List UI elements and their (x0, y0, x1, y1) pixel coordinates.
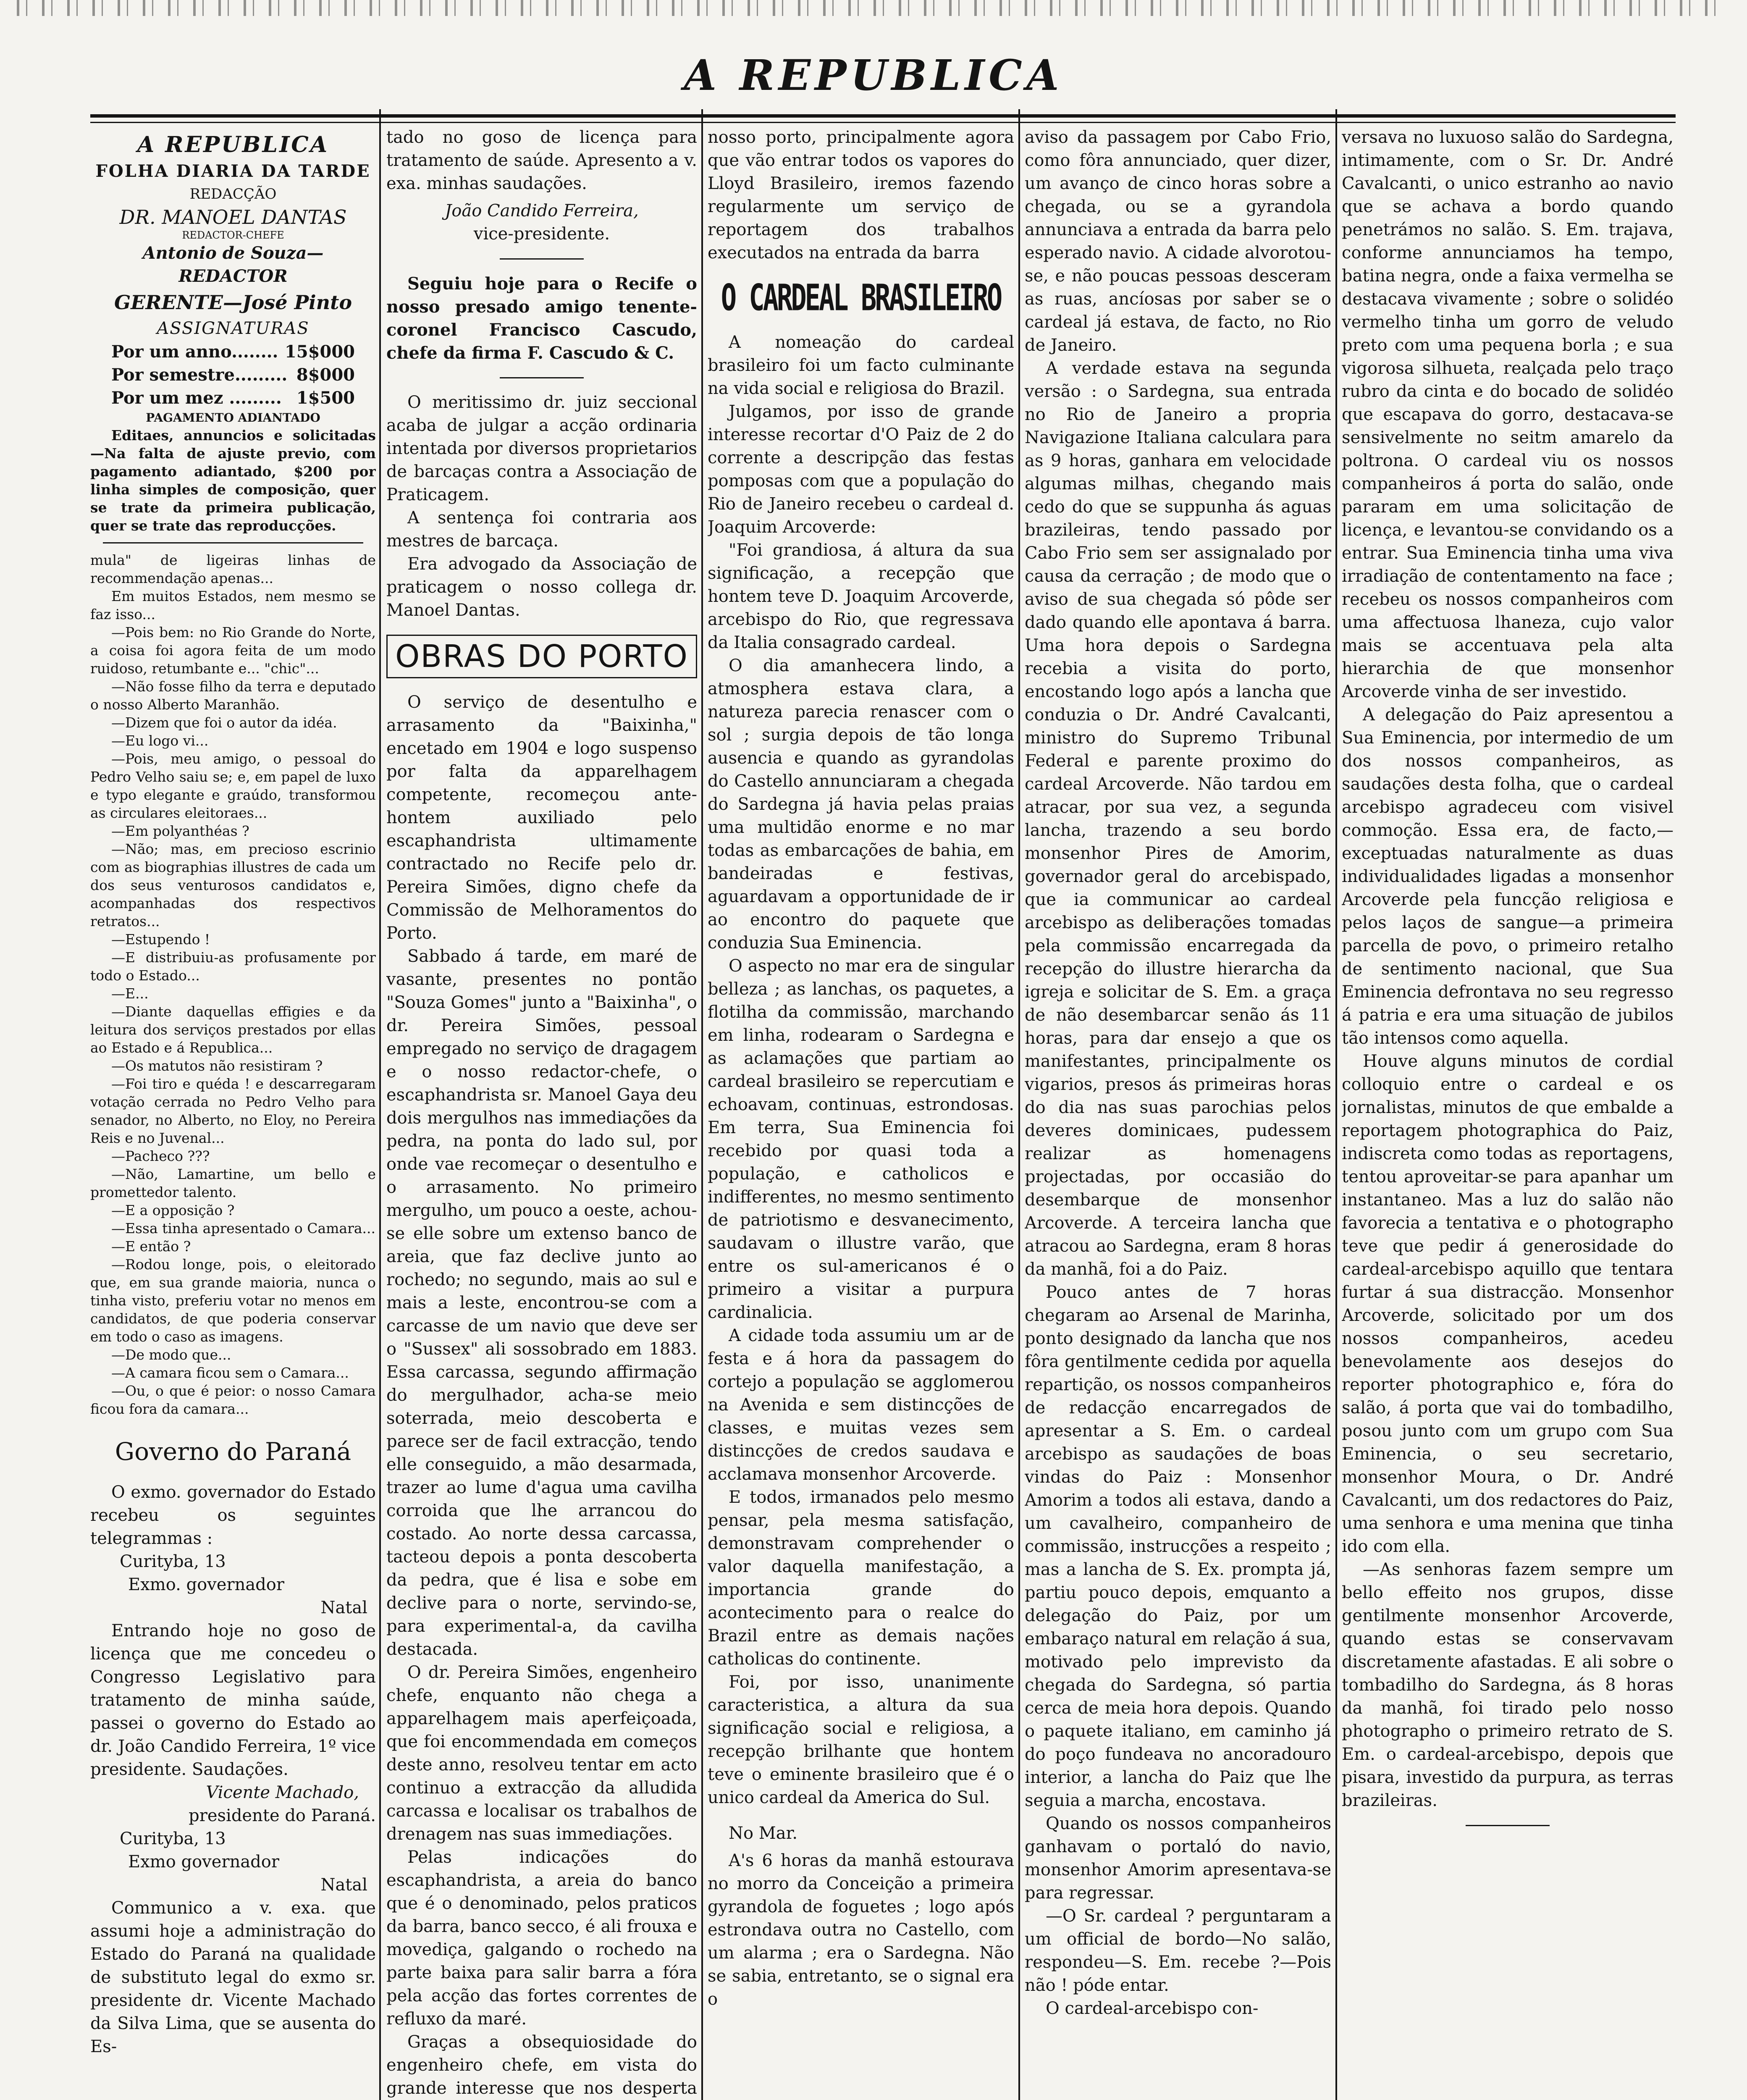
column-2 (386, 126, 697, 2100)
telegram-place: Curityba, 13 (120, 1552, 226, 1571)
price-list (90, 340, 376, 410)
telegram-body: Entrando hoje no goso de licença que me concedeu o Congresso Legislativo para tratamento de minha saúde, passei o governo do Estado ao dr. João Candido Ferreira, 1º vice presidente. Saudações. (90, 1621, 376, 1779)
telegram-signature-role: presidente do Paraná. (189, 1806, 376, 1825)
column-divider (379, 109, 381, 2100)
masthead-rule-thick (90, 114, 1676, 118)
column-divider (1018, 109, 1020, 2100)
masthead (0, 0, 1747, 126)
assignaturas-label: ASSIGNATURAS (157, 319, 310, 338)
telegram-city: Natal (320, 1598, 367, 1617)
news-item: Seguiu hoje para o Recife o nosso presado amigo tenente-coronel Francisco Cascudo, chefe da firma F. Cascudo & C. (386, 274, 697, 363)
article-paragraph: Julgamos, por isso de grande interesse recortar d'O Paiz de 2 do corrente a descripção das festas pomposas com que a população do Rio de Janeiro recebeu o cardeal d. Joaquim Arcoverde: (708, 402, 1014, 537)
imprint-subtitle: FOLHA DIARIA DA TARDE (95, 161, 371, 181)
article-paragraph: O dr. Pereira Simões, engenheiro chefe, enquanto não chega a apparelhagem mais aperfeiçoada, que foi encommendada em começos deste anno, resolveu tentar em acto continuo a extracção da alludida carcassa e localisar os trabalhos de drenagem nas suas immediações. (386, 1663, 697, 1844)
telegram-body: Communico a v. exa. que assumi hoje a administração do Estado do Paraná na qualidade de substituto legal do exmo sr. presidente dr. Vicente Machado da Silva Lima, que se ausenta do Es- (90, 1898, 376, 2056)
article-paragraph: aviso da passagem por Cabo Frio, como fôra annunciado, quer dizer, um avanço de cinco horas sobre a chegada, ou se a gyrandola annunciava a entrada da barra pelo esperado navio. A cidade alvorotou-se, e não poucas pessoas desceram as ruas, ancíosas por saber se o cardeal já estava, de facto, no Rio de Janeiro. (1025, 128, 1331, 355)
telegram-signature: João Candido Ferreira, (445, 201, 639, 220)
editaes-notice: Editaes, annuncios e solicitadas —Na falta de ajuste previo, com pagamento adiantado, $200 por linha simples de composição, quer se trate da primeira publicação, quer se trate das reproducções. (90, 427, 376, 534)
obras-porto-headline: OBRAS DO PORTO (386, 635, 697, 678)
telegram-place: Curityba, 13 (120, 1829, 226, 1848)
end-rule (1466, 1825, 1550, 1826)
article-paragraph: O serviço de desentulho e arrasamento da "Baixinha," encetado em 1904 e logo suspenso por falta da apparelhagem competente, recomeçou ante-hontem auxiliado pelo escaphandrista ultimamente contractado no Recife pelo dr. Pereira Simões, digno chefe da Commissão de Melhoramentos do Porto. (386, 693, 697, 943)
price-row: Por um anno........ 15$000 (111, 342, 355, 362)
price-row: Por um mez ......... 1$500 (111, 388, 355, 408)
article-paragraph: A nomeação do cardeal brasileiro foi um facto culminante na vida social e religiosa do Brazil. (708, 333, 1014, 398)
redaccao-label: REDACÇÃO (189, 186, 277, 202)
news-item: Era advogado da Associação de praticagem o nosso collega dr. Manoel Dantas. (386, 554, 697, 620)
cardeal-headline: O CARDEAL BRASILEIRO (721, 276, 1001, 319)
article-paragraph: —As senhoras fazem sempre um bello effeito nos grupos, disse gentilmente monsenhor Arcoverde, quando estas se conservavam discretamente afastadas. E ali sobre o tombadilho do Sardegna, ás 8 horas da manhã, foi tirado pelo nosso photographo o primeiro retrato de S. Em. o cardeal-arcebispo, depois que pisara, investido da purpura, as terras brazileiras. (1342, 1560, 1674, 1810)
article-paragraph: "Foi grandiosa, á altura da sua significação, a recepção que hontem teve D. Joaquim Arcoverde, arcebispo do Rio, que regressava da Italia consagrado cardeal. (708, 541, 1014, 652)
article-paragraph: versava no luxuoso salão do Sardegna, intimamente, com o Sr. Dr. André Cavalcanti, o unico estranho ao navio que se achava a bordo quando penetrámos no salão. S. Em. trajava, conforme annunciamos ha tempo, batina negra, onde a faixa vermelha se destacava vivamente ; sobre o solidéo vermelho tinha um gorro de veludo preto com uma pequena borla ; e sua vigorosa silhueta, realçada pelo traço rubro da cinta e do bocado de solidéo que escapava do gorro, destacava-se sensivelmente no seitm amarelo da poltrona. O cardeal viu os nossos companheiros á porta do salão, onde pararam em uma solicitação de licença, e levantou-se convidando os a entrar. Sua Eminencia tinha uma viva irradiação de contentamento na face ; recebeu os nossos companheiros com uma affectuosa lhaneza, cujo valor mais se accentuava pela alta hierarchia de que monsenhor Arcoverde vinha de ser investido. (1342, 128, 1674, 701)
section-rule (103, 542, 363, 543)
article-paragraph: Graças a obsequiosidade do engenheiro chefe, em vista do grande interesse que nos desperta (386, 2032, 697, 2098)
redactor-chefe-name: DR. MANOEL DANTAS (119, 206, 347, 228)
top-edge-noise (17, 0, 1730, 16)
telegram-signature-role: vice-presidente. (473, 224, 610, 244)
masthead-rule-thin (90, 122, 1676, 123)
parana-headline: Governo do Paraná (115, 1437, 351, 1466)
article-continuation: nosso porto, principalmente agora que vão entrar todos os vapores do Lloyd Brasileiro, iremos fazendo regularmente um serviço de reportagem dos trabalhos executados na entrada da barra (708, 128, 1014, 262)
separator-rule (500, 258, 584, 260)
dialogue-article: mula" de ligeiras linhas de recommendação apenas... Em muitos Estados, nem mesmo se faz isso... —Pois bem: no Rio Grande do Norte, a coisa foi agora feita de um modo ruidoso, retumbante e... "chic"... —Não fosse filho da terra e deputado o nosso Alberto Maranhão. —Dizem que foi o autor da idéa. —Eu logo vi... —Pois, meu amigo, o pessoal do Pedro Velho saiu se; e, em papel de luxo e typo elegante e graúdo, transformou as circulares eleitoraes... —Em polyanthéas ? —Não; mas, em precioso escrinio com as biographias illustres de cada um dos seus venturosos candidatos e, acompanhadas dos respectivos retratos... —Estupendo ! —E distribuiu-as profusamente por todo o Estado... —E... —Diante daquellas effigies e da leitura dos serviços prestados por ellas ao Estado e á Republica... —Os matutos não resistiram ? —Foi tiro e quéda ! e descarregaram votação cerrada no Pedro Velho para senador, no Alberto, no Eloy, no Pereira Reis e no Juvenal... —Pacheco ??? —Não, Lamartine, um bello e promettedor talento. —E a opposição ? —Essa tinha apresentado o Camara... —E então ? —Rodou longe, pois, o eleitorado que, em sua grande maioria, nunca o tinha visto, preferiu votar no menos em candidatos, de que poderia conservar em todo o caso as imagens. —De modo que... —A camara ficou sem o Camara... —Ou, o que é peior: o nosso Camara ficou fora da camara... (90, 552, 376, 1417)
article-paragraph: A delegação do Paiz apresentou a Sua Eminencia, por intermedio de um dos nossos companheiros, as saudações desta folha, que o cardeal arcebispo agradeceu com visivel commoção. Essa era, de facto,—exceptuadas naturalmente as duas individualidades ligadas a monsenhor Arcoverde pela funcção religiosa e pelos laços de sangue—a primeira parcella de povo, o primeiro retalho de sentimento nacional, que Sua Eminencia defrontava no seu regresso á patria e era uma situação de jubilos tão intensos como aquella. (1342, 705, 1674, 1048)
article-paragraph: E todos, irmanados pelo mesmo pensar, pela mesma satisfação, demonstravam comprehender o valor daquella manifestação, a importancia grande do acontecimento para o realce do Brazil entre as demais nações catholicas do continente. (708, 1488, 1014, 1669)
imprint-title: A REPUBLICA (137, 132, 329, 158)
column-divider (701, 109, 703, 2100)
article-paragraph: —O Sr. cardeal ? perguntaram a um official de bordo—No salão, respondeu—S. Em. recebe ?—Pois não ! póde entar. (1025, 1906, 1331, 1995)
article-paragraph: O aspecto no mar era de singular belleza ; as lanchas, os paquetes, a flotilha da commissão, marchando em linha, rodearam o Sardegna e as aclamações que partiam ao cardeal brasileiro se repercutiam e echoavam, continuas, estrondosas. Em terra, Sua Eminencia foi recebido por quasi toda a população, e catholicos e indifferentes, no mesmo sentimento de patriotismo e desvanecimento, saudavam o illustre varão, que entre os sul-americanos é o primeiro a visitar a purpura cardinalicia. (708, 956, 1014, 1322)
price-row: Por semestre......... 8$000 (111, 365, 355, 385)
subheading: No Mar. (729, 1824, 798, 1843)
column-divider (1335, 109, 1337, 2100)
column-1 (90, 126, 376, 2100)
news-item: A sentença foi contraria aos mestres de barcaça. (386, 508, 697, 551)
telegram-continuation: tado no goso de licença para tratamento de saúde. Apresento a v. exa. minhas saudações. (386, 128, 697, 193)
redactor-name: Antonio de Souza—REDACTOR (142, 243, 324, 286)
article-paragraph: O dia amanhecera lindo, a atmosphera estava clara, a natureza parecia renascer com o sol ; surgia depois de tão longa ausencia e quando as gyrandolas do Castello annunciaram a chegada do Sardegna já havia pelas praias uma multidão enorme e no mar todas as embarcações de bahia, em bandeiradas e festivas, aguardavam a opportunidade de ir ao encontro do paquete que conduzia Sua Eminencia. (708, 656, 1014, 953)
parana-intro: O exmo. governador do Estado recebeu os seguintes telegrammas : (90, 1483, 376, 1548)
gerente-name: GERENTE—José Pinto (114, 291, 352, 314)
article-paragraph: Pelas indicações do escaphandrista, a areia do banco que é o denominado, pelos praticos da barra, banco secco, é ali frouxa e movediça, galgando o rochedo na parte baixa para salir barra a fóra pela acção das fortes correntes de refluxo da maré. (386, 1848, 697, 2029)
article-paragraph: Foi, por isso, unanimente caracteristica, a altura da sua significação social e religiosa, a recepção brilhante que hontem teve o eminente brasileiro que é o unico cardeal da America do Sul. (708, 1672, 1014, 1807)
article-paragraph: A cidade toda assumiu um ar de festa e á hora da passagem do cortejo a população se agglomerou na Avenida e sem distincções de classes, e muitas vezes sem distincções de credos saudava e acclamava monsenhor Arcoverde. (708, 1326, 1014, 1484)
article-paragraph: Pouco antes de 7 horas chegaram ao Arsenal de Marinha, ponto designado da lancha que nos fôra gentilmente cedida por aquella repartição, os nossos companheiros de redacção encarregados de apresentar a S. Em. o cardeal arcebispo as saudações de boas vindas do Paiz : Monsenhor Amorim a todos ali estava, dando a um cavalheiro, companheiro de commissão, instrucções a respeito ; mas a lancha de S. Ex. prompta já, partiu pouco depois, emquanto a delegação do Paiz, por um embaraço natural em relação á sua, motivado pelo imprevisto da chegada do Sardegna, só partia cerca de meia hora depois. Quando o paquete italiano, em caminho já do poço fundeava no ancoradouro interior, a lancha do Paiz que lhe seguia a marcha, encostava. (1025, 1283, 1331, 1810)
column-4 (1025, 126, 1331, 2100)
telegram-signature: Vicente Machado, (206, 1783, 359, 1802)
article-paragraph: A's 6 horas da manhã estourava no morro da Conceição a primeira gyrandola de foguetes ; logo após estrondava outra no Castello, com um alarma ; era o Sardegna. Não se sabia, entretanto, se o signal era o (708, 1851, 1014, 2009)
article-paragraph: A verdade estava na segunda versão : o Sardegna, sua entrada no Rio de Janeiro a propria Navigazione Italiana calculara para as 9 horas, ganhara em velocidade algumas milhas, chegando mais cedo do que se suppunha ás aguas brazileiras, tendo passado por Cabo Frio sem ser assignalado por causa da cerração ; de modo que o aviso de sua chegada só pôde ser dado quando elle apontava á barra. Uma hora depois o Sardegna recebia a visita do porto, encostando logo após a lancha que conduzia o Dr. André Cavalcanti, ministro do Supremo Tribunal Federal e parente proximo do cardeal Arcoverde. Não tardou em atracar, por sua vez, a segunda lancha, trazendo a seu bordo monsenhor Pires de Amorim, governador geral do arcebispado, que ia communicar ao cardeal arcebispo as deliberações tomadas pela commissão encarregada da recepção do illustre hierarcha da igreja e solicitar de S. Em. a graça de não desembarcar senão ás 11 horas, para dar ensejo a que os manifestantes, principalmente os vigarios, presos ás primeiras horas do dia nas suas parochias pelos deveres dominicaes, pudessem realizar as homenagens projectadas, por occasião do desembarque de monsenhor Arcoverde. A terceira lancha que atracou ao Sardegna, eram 8 horas da manhã, foi a do Paiz. (1025, 359, 1331, 1279)
separator-rule (500, 377, 584, 378)
column-5 (1342, 126, 1674, 2100)
redactor-chefe-label: REDACTOR-CHEFE (182, 229, 284, 241)
article-paragraph: Sabbado á tarde, em maré de vasante, presentes no pontão "Souza Gomes" junto a "Baixinha", o dr. Pereira Simões, pessoal empregado no serviço de dragagem e o nosso redactor-chefe, o escaphandrista sr. Manoel Gaya deu dois mergulhos nas immediações da pedra, na ponta do lado sul, por onde vae recomeçar o desentulho e o arrasamento. No primeiro mergulho, um pouco a oeste, achou-se elle sobre um extenso banco de areia, que faz declive junto ao rochedo; no segundo, mais ao sul e mais a leste, encontrou-se com a carcasse de um navio que deve ser o "Sussex" ali sossobrado em 1883. Essa carcassa, segundo affirmação do mergulhador, acha-se meio soterrada, meio descoberta e parece ser de facil extracção, tendo elle conseguido, a mão desarmada, trazer ao lume d'agua uma cavilha corroida que lhe arrancou do costado. Ao norte dessa carcassa, tacteou depois a ponta descoberta da pedra, que é lisa e sobe em declive para o norte, servindo-se, para experimental-a, da cavilha destacada. (386, 947, 697, 1659)
pagamento-label: PAGAMENTO ADIANTADO (146, 411, 320, 425)
telegram-address: Exmo. governador (128, 1575, 284, 1594)
column-3 (708, 126, 1014, 2100)
article-paragraph: O cardeal-arcebispo con- (1046, 1999, 1259, 2018)
news-item: O meritissimo dr. juiz seccional acaba de julgar a acção ordinaria intentada por diversos proprietarios de barcaças contra a Associação de Praticagem. (386, 393, 697, 504)
article-paragraph: Quando os nossos companheiros ganhavam o portaló do navio, monsenhor Amorim apresentava-se para regressar. (1025, 1814, 1331, 1903)
newspaper-title: A REPUBLICA (684, 50, 1063, 100)
telegram-address: Exmo governador (128, 1852, 279, 1872)
telegram-city: Natal (320, 1875, 367, 1895)
article-paragraph: Houve alguns minutos de cordial colloquio entre o cardeal e os jornalistas, minutos de que embalde a reportagem photographica do Paiz, indiscreta como todas as reportagens, tentou aproveitar-se para apanhar um instantaneo. Mas a luz do salão não favorecia a tentativa e o photographo teve que pedir á generosidade do cardeal-arcebispo aquillo que tentara furtar á sua distracção. Monsenhor Arcoverde, solicitado por um dos nossos companheiros, acedeu benevolamente aos desejos do reporter photographico e, fóra do salão, á porta que vai do tombadilho, posou junto com um grupo com Sua Eminencia, o seu secretario, monsenhor Moura, o Dr. André Cavalcanti, um dos redactores do Paiz, uma senhora e uma menina que tinha ido com ella. (1342, 1052, 1674, 1556)
